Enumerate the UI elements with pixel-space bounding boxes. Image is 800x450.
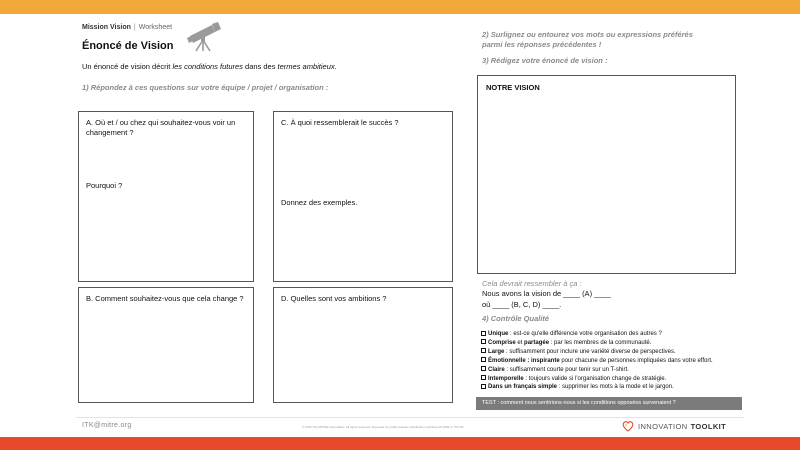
answer-box-b[interactable] [78, 287, 254, 403]
section1-heading: 1) Répondez à ces questions sur votre équipe / projet / organisation : [82, 83, 329, 92]
question-c-sub: Donnez des exemples. [281, 198, 358, 207]
question-b: B. Comment souhaitez-vous que cela change ? [86, 294, 244, 303]
question-a-sub: Pourquoi ? [86, 181, 123, 190]
checkbox-icon[interactable] [481, 366, 486, 371]
example-heading: Cela devrait ressembler à ça : [482, 279, 582, 288]
brand-light: INNOVATION [638, 421, 688, 431]
checklist-item[interactable]: Unique : est-ce qu'elle différencie votre organisation des autres ? [481, 330, 713, 339]
lightbulb-heart-icon [621, 419, 635, 433]
question-c: C. À quoi ressemblerait le succès ? [281, 118, 399, 127]
checklist-item[interactable]: Comprise et partagée : par les membres de la communauté. [481, 339, 713, 348]
checklist-item[interactable]: Intemporelle : toujours valide si l'organisation change de stratégie. [481, 375, 713, 384]
section2-heading: 2) Surlignez ou entourez vos mots ou expressions préférés parmi les réponses précédentes ! [482, 30, 693, 50]
section4-heading: 4) Contrôle Qualité [482, 314, 550, 323]
worksheet-header [82, 24, 172, 31]
answer-box-a[interactable] [78, 111, 254, 282]
question-d: D. Quelles sont vos ambitions ? [281, 294, 387, 303]
answer-box-c[interactable] [273, 111, 453, 282]
checklist-item[interactable]: Large : suffisamment pour inclure une variété diverse de perspectives. [481, 348, 713, 357]
footer-divider [76, 417, 744, 418]
brand-bold: TOOLKIT [690, 421, 727, 431]
innovation-toolkit-logo [621, 419, 726, 433]
header-separator: | [133, 24, 136, 31]
page-title: Énoncé de Vision [82, 40, 174, 52]
footer-email[interactable]: ITK@mitre.org [82, 422, 132, 429]
checklist-item[interactable]: Claire : suffisamment courte pour tenir sur un T-shirt. [481, 366, 713, 375]
checkbox-icon[interactable] [481, 357, 486, 362]
checklist-item[interactable]: Dans un français simple : supprimer les mots à la mode et le jargon. [481, 383, 713, 392]
quality-checklist [481, 330, 713, 392]
question-a: A. Où et / ou chez qui souhaitez-vous voir un changement ? [86, 118, 236, 138]
checkbox-icon[interactable] [481, 384, 486, 389]
vision-statement-box[interactable] [477, 75, 736, 274]
vision-label: NOTRE VISION [486, 83, 540, 92]
checkbox-icon[interactable] [481, 348, 486, 353]
checkbox-icon[interactable] [481, 339, 486, 344]
example-template: Nous avons la vision de ____ (A) ____ où ____ (B, C, D) ____. [482, 289, 611, 309]
test-banner: TEST : comment nous sentirions-nous si les conditions opposées survenaient ? [476, 397, 742, 410]
bottom-accent-bar [0, 437, 800, 450]
intro-text: Un énoncé de vision décrit les conditions futures dans des termes ambitieux. [82, 62, 337, 71]
checkbox-icon[interactable] [481, 375, 486, 380]
checklist-item[interactable]: Émotionnelle : inspirante pour chacune de personnes impliquées dans votre effort. [481, 357, 713, 366]
doc-name: Mission Vision [82, 24, 131, 31]
telescope-icon [186, 22, 222, 52]
section3-heading: 3) Rédigez votre énoncé de vision : [482, 56, 608, 65]
doc-type: Worksheet [138, 24, 173, 31]
footer-copyright: © 2019 The MITRE Corporation. All rights reserved. Approved for public release. Distribution unlimited 19-1669-3. ITK/7/8 [302, 425, 464, 429]
checkbox-icon[interactable] [481, 331, 486, 336]
top-accent-bar [0, 0, 800, 14]
answer-box-d[interactable] [273, 287, 453, 403]
